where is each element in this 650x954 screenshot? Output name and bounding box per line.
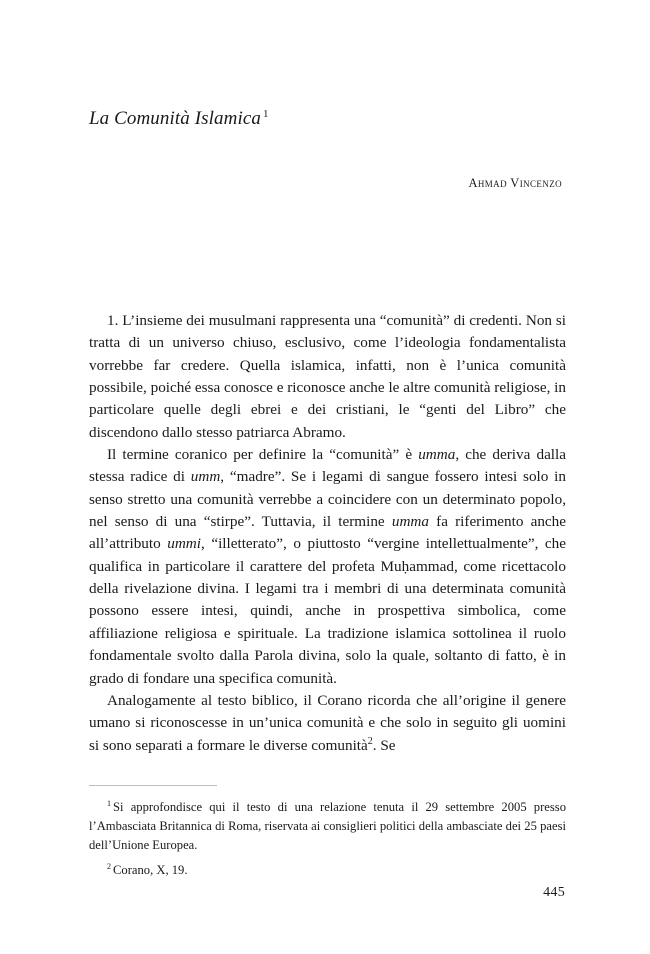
paragraph-2-text: , “illetterato”, o piuttosto “vergine intellettualmente”, che qualifica in particolare il carattere del profeta Muḥammad, come ricettacolo della rivelazione divina. I legami tra i membri di una determinata comunità possono essere intesi, quindi, anche in prospettiva simbolica, come affiliazione religiosa e spirituale. La tradizione islamica sottolinea il ruolo fondamentale svolto dalla Parola divina, solo la quale, soltanto di fatto, è in grado di fondare una specifica comunità. — [89, 535, 566, 687]
footnote-2 — [89, 861, 566, 880]
footnote-text: Corano, X, 19. — [113, 863, 188, 877]
paragraph-3 — [89, 690, 566, 757]
title-footnote-ref[interactable]: 1 — [262, 108, 269, 120]
footnote-text: Si approfondisce qui il testo di una relazione tenuta il 29 settembre 2005 presso l’Ambasciata Britannica di Roma, riservata ai consiglieri politici della ambasciate dei 25 paesi dell’Unione Europea. — [89, 800, 566, 852]
footnote-ref-2[interactable]: 2 — [367, 735, 373, 747]
term-umm: umm — [190, 468, 221, 486]
article-body — [89, 310, 566, 757]
term-umma: umma — [391, 513, 429, 531]
paragraph-2 — [89, 444, 566, 690]
term-ummi: ummi — [167, 535, 201, 553]
footnote-divider — [89, 785, 217, 786]
paragraph-2-text: fa riferimento anche all’attributo — [89, 513, 566, 553]
paragraph-1: 1. L’insieme dei musulmani rappresenta una “comunità” di credenti. Non si tratta di un universo chiuso, esclusivo, come l’ideologia fondamentalista vorrebbe far credere. Quella islamica, infatti, non è l’unica comunità possibile, poiché essa conosce e riconosce anche le altre comunità religiose, in particolare quelle degli ebrei e dei cristiani, le “genti del Libro” che discendono dallo stesso patriarca Abramo. — [89, 312, 566, 441]
page-number: 445 — [543, 885, 565, 900]
article-author: Ahmad Vincenzo — [468, 176, 562, 190]
paragraph-3-text: Analogamente al testo biblico, il Corano ricorda che all’origine il genere umano si riconoscesse in un’unica comunità e che solo in seguito gli uomini si sono separati a formare le diverse comunità — [89, 691, 566, 754]
paragraph-3-tail: . Se — [372, 736, 396, 754]
article-title-text: La Comunità Islamica — [89, 108, 261, 129]
footnote-1 — [89, 798, 566, 855]
footnotes — [89, 798, 566, 880]
term-umma: umma — [418, 446, 456, 464]
paragraph-2-text: Il termine coranico per definire la “comunità” è — [107, 446, 419, 464]
article-title — [89, 108, 269, 130]
paragraph-2-text: , “madre”. Se i legami di sangue fossero intesi solo in senso stretto una comunità verrebbe a coincidere con un determinato popolo, nel senso di una “stirpe”. Tuttavia, il termine — [89, 468, 566, 531]
footnote-number: 2 — [107, 862, 111, 871]
footnote-number: 1 — [107, 799, 111, 808]
paragraph-2-text: , che deriva dalla stessa radice di — [89, 446, 566, 486]
